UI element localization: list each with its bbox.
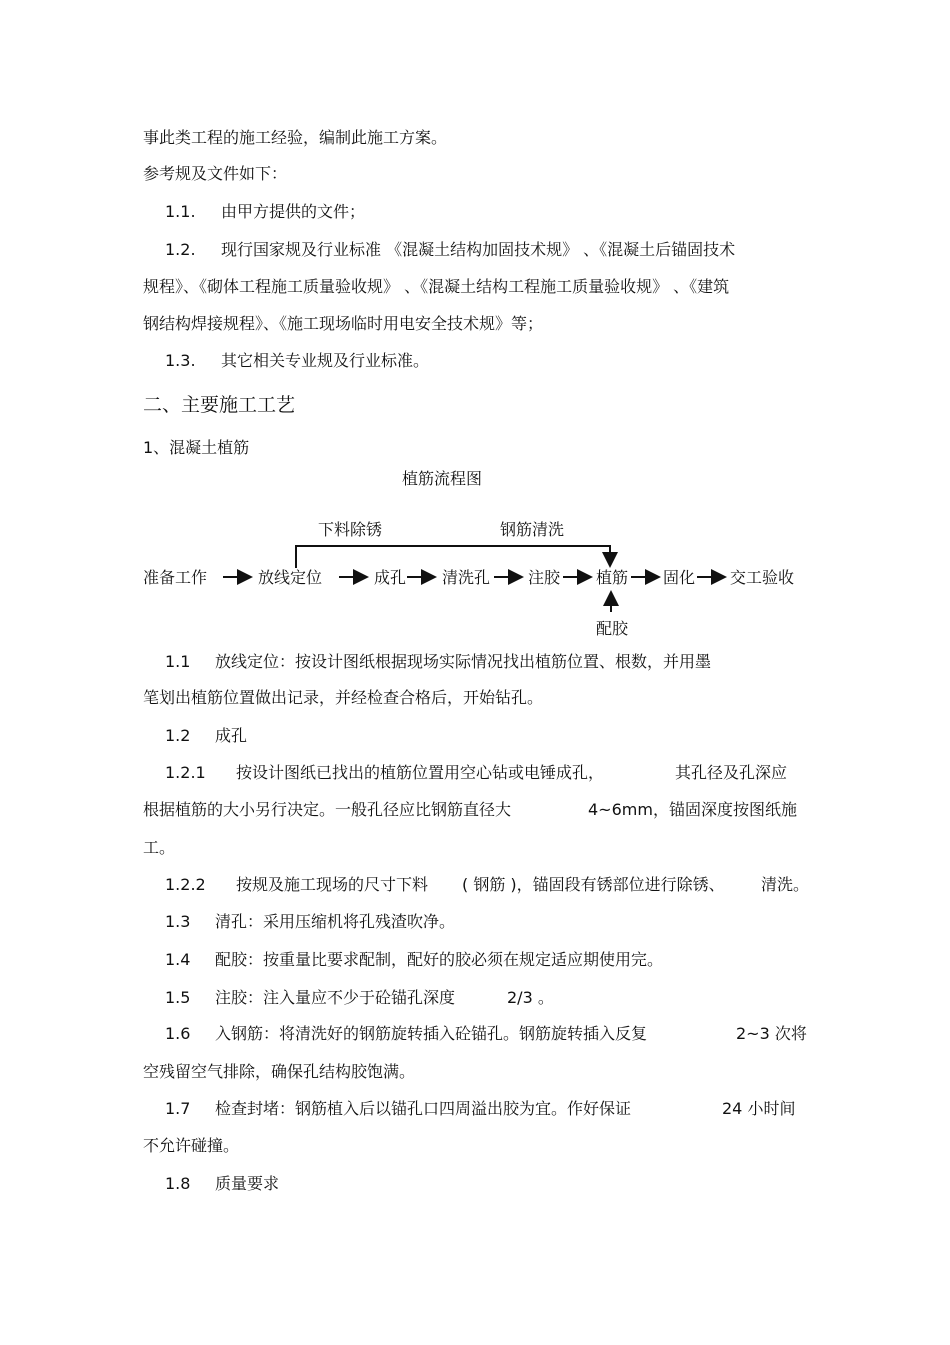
list-number: 1.1. [165,202,196,221]
list-number: 1.2. [165,240,196,259]
flow-step: 交工验收 [730,568,795,587]
item-number: 1.4 [165,950,191,969]
flow-step: 固化 [663,568,696,587]
item-text: 按规及施工现场的尺寸下料 [236,875,429,894]
item-number: 1.5 [165,988,191,1007]
item-number: 1.1 [165,652,191,671]
item-number: 1.8 [165,1174,191,1193]
item-text: 检查封堵：钢筋植入后以锚孔口四周溢出胶为宜。作好保证 [215,1099,632,1118]
item-number: 1.6 [165,1024,191,1043]
item-text-cont: 工。 [143,838,176,857]
paragraph-line: 事此类工程的施工经验，编制此施工方案。 [143,128,448,147]
item-text: 质量要求 [215,1174,280,1193]
item-text: 清孔：采用压缩机将孔残渣吹净。 [215,912,456,931]
flow-step: 植筋 [596,568,629,587]
list-text-cont: 规程》、《砌体工程施工质量验收规》 、《混凝土结构工程施工质量验收规》 、《建筑 [143,277,730,296]
flow-step: 准备工作 [143,568,208,587]
paragraph-line: 参考规及文件如下： [143,164,288,183]
list-number: 1.3. [165,351,196,370]
flow-label-top-right: 钢筋清洗 [500,520,565,539]
item-text: 24 小时间 [722,1099,796,1118]
item-text-cont: 根据植筋的大小另行决定。一般孔径应比钢筋直径大 [143,800,512,819]
list-text: 其它相关专业规及行业标准。 [221,351,430,370]
flowchart-title: 植筋流程图 [402,469,483,488]
item-text-cont: 不允许碰撞。 [143,1136,240,1155]
item-text: 其孔径及孔深应 [675,763,788,782]
item-text: 注胶：注入量应不少于砼锚孔深度 [215,988,456,1007]
subsection-heading: 1、混凝土植筋 [143,438,250,457]
item-text: 放线定位：按设计图纸根据现场实际情况找出植筋位置、根数，并用墨 [215,652,712,671]
item-number: 1.2 [165,726,191,745]
top-bracket-arrow [296,546,610,568]
item-number: 1.3 [165,912,191,931]
section-heading: 二、主要施工工艺 [143,394,296,416]
item-text: 成孔 [215,726,248,745]
item-text: 入钢筋：将清洗好的钢筋旋转插入砼锚孔。钢筋旋转插入反复 [215,1024,648,1043]
item-text-cont: 笔划出植筋位置做出记录，并经检查合格后，开始钻孔。 [143,688,544,707]
list-text: 由甲方提供的文件； [221,202,366,221]
flow-label-top-left: 下料除锈 [318,520,383,539]
item-text: 2~3 次将 [736,1024,807,1043]
flow-step: 成孔 [374,568,407,587]
list-text: 现行国家规及行业标准 《混凝土结构加固技术规》 、《混凝土后锚固技术 [221,240,736,259]
flow-step: 注胶 [528,568,561,587]
item-text-cont: 4~6mm，锚固深度按图纸施 [588,800,797,819]
item-text: 2/3 。 [507,988,554,1007]
item-text: 配胶：按重量比要求配制，配好的胶必须在规定适应期使用完。 [215,950,664,969]
flow-step: 放线定位 [258,568,323,587]
item-text: 按设计图纸已找出的植筋位置用空心钻或电锤成孔， [236,763,605,782]
flow-step: 清洗孔 [442,568,491,587]
item-number: 1.2.1 [165,763,206,782]
flow-label-bottom: 配胶 [596,619,629,638]
item-text-cont: 空残留空气排除，确保孔结构胶饱满。 [143,1062,416,1081]
item-text: ( 钢筋 )，锚固段有锈部位进行除锈、 [462,875,725,894]
item-text: 清洗。 [761,875,810,894]
item-number: 1.7 [165,1099,191,1118]
item-number: 1.2.2 [165,875,206,894]
list-text-cont: 钢结构焊接规程》、《施工现场临时用电安全技术规》等； [143,314,544,333]
